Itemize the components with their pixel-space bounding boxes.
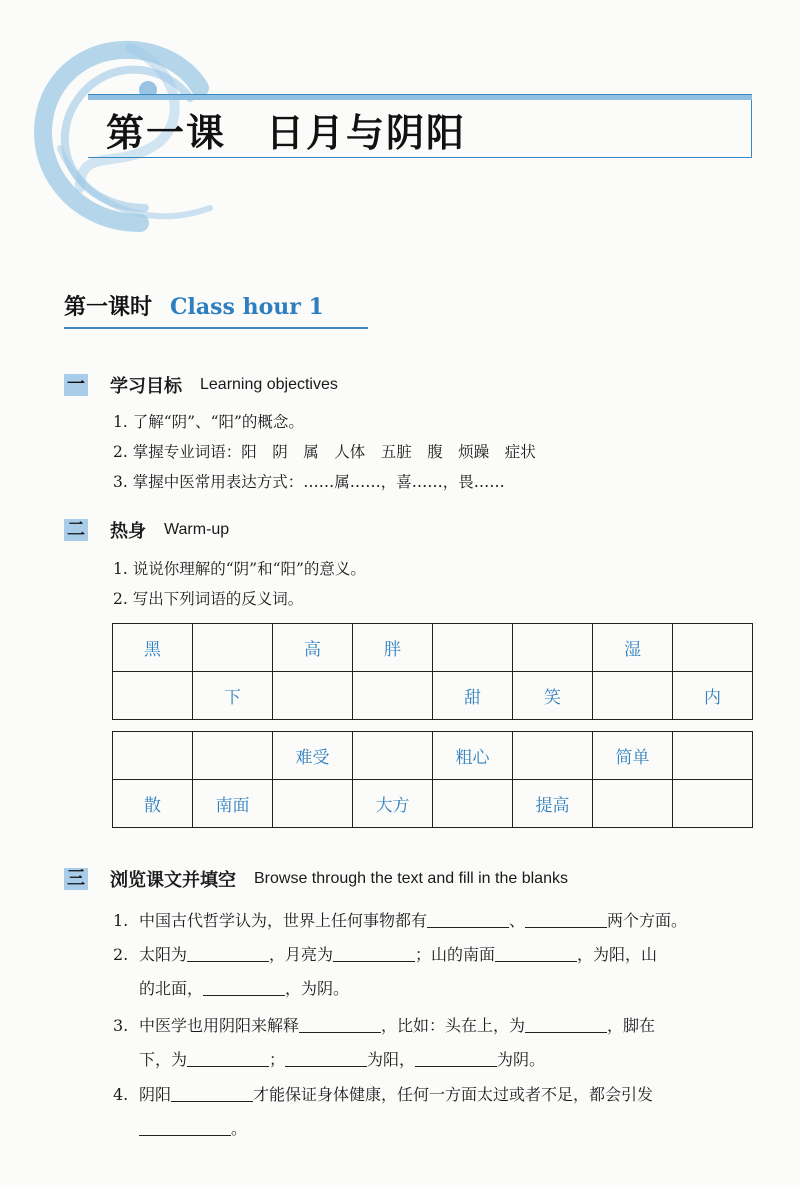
fill-blank-question-1 [113,908,687,931]
warm-up-item: 1. 说说你理解的“阴”和“阳”的意义。 [113,560,366,578]
table-row [113,780,753,828]
objective-item: 2. 掌握专业词语：阳 阴 属 人体 五脏 腹 烦躁 症状 [113,443,536,461]
question-text: 中医学也用阴阳来解释 [139,1016,300,1035]
table-cell[interactable] [353,672,433,720]
section-number: 一 [64,374,88,396]
section-title-en: Browse through the text and fill in the blanks [254,870,568,887]
table-cell[interactable] [673,624,753,672]
answer-blank[interactable] [495,944,577,962]
question-text: 的北面， [139,979,204,998]
objective-item: 1. 了解“阴”、“阳”的概念。 [113,413,304,431]
fill-blank-question-2 [113,942,657,965]
question-number: 2. [113,945,129,964]
class-hour-cn: 第一课时 [64,295,153,320]
question-text: ，比如：头在上，为 [381,1016,526,1035]
fill-blank-question-4 [113,1082,653,1105]
table-cell[interactable] [113,672,193,720]
answer-blank[interactable] [187,944,269,962]
question-text: ； [269,1050,286,1069]
answer-blank[interactable] [415,1049,497,1067]
question-text: ；山的南面 [415,945,496,964]
answer-blank[interactable] [427,910,509,928]
table-cell[interactable]: 大方 [353,780,433,828]
class-hour-underline [64,327,368,329]
question-number: 3. [113,1016,129,1035]
question-text: 。 [231,1119,248,1138]
answer-blank[interactable] [139,1118,231,1136]
fill-blank-question-4-continued [139,1116,247,1139]
question-text: 太阳为 [139,945,188,964]
section-learning-objectives [64,372,338,400]
table-cell[interactable] [193,624,273,672]
answer-blank[interactable] [299,1015,381,1033]
class-hour-heading [64,290,324,321]
table-cell[interactable]: 胖 [353,624,433,672]
table-cell[interactable] [593,780,673,828]
table-cell[interactable]: 甜 [433,672,513,720]
question-text: 中国古代哲学认为，世界上任何事物都有 [139,911,428,930]
answer-blank[interactable] [203,978,285,996]
table-cell[interactable]: 内 [673,672,753,720]
antonym-table-2 [112,731,753,828]
table-cell[interactable]: 提高 [513,780,593,828]
section-title-cn: 学习目标 [110,376,182,397]
question-text: ，为阳，山 [577,945,658,964]
class-hour-en: Class hour 1 [170,294,324,320]
table-cell[interactable]: 散 [113,780,193,828]
table-cell[interactable]: 下 [193,672,273,720]
section-title-cn: 浏览课文并填空 [110,870,236,891]
antonym-table-1 [112,623,753,720]
question-text: ，脚在 [607,1016,656,1035]
question-text: 才能保证身体健康，任何一方面太过或者不足，都会引发 [253,1085,654,1104]
fill-blank-question-3-continued [139,1047,545,1070]
question-text: 为阴。 [497,1050,546,1069]
question-text: ，为阴。 [285,979,350,998]
table-cell[interactable] [433,780,513,828]
table-cell[interactable]: 粗心 [433,732,513,780]
section-number: 二 [64,519,88,541]
table-cell[interactable] [273,672,353,720]
table-cell[interactable]: 笑 [513,672,593,720]
question-text: 为阳， [367,1050,416,1069]
table-cell[interactable] [113,732,193,780]
question-text: 下，为 [139,1050,188,1069]
title-frame-stripe [88,95,752,100]
question-text: 阴阳 [139,1085,172,1104]
table-cell[interactable] [513,624,593,672]
question-text: 、 [509,911,526,930]
table-cell[interactable] [433,624,513,672]
answer-blank[interactable] [525,910,607,928]
answer-blank[interactable] [171,1084,253,1102]
table-cell[interactable]: 高 [273,624,353,672]
table-row [113,732,753,780]
answer-blank[interactable] [285,1049,367,1067]
answer-blank[interactable] [187,1049,269,1067]
table-cell[interactable] [273,780,353,828]
table-row [113,672,753,720]
table-cell[interactable]: 南面 [193,780,273,828]
section-title-en: Learning objectives [200,376,338,393]
section-warm-up [64,517,229,545]
table-cell[interactable] [353,732,433,780]
table-cell[interactable]: 湿 [593,624,673,672]
section-number: 三 [64,868,88,890]
section-browse-and-fill [64,866,568,894]
table-cell[interactable] [513,732,593,780]
section-title-cn: 热身 [110,521,146,542]
fill-blank-question-2-continued [139,976,349,999]
table-cell[interactable]: 黑 [113,624,193,672]
question-number: 4. [113,1085,129,1104]
table-cell[interactable]: 简单 [593,732,673,780]
table-row [113,624,753,672]
objective-item: 3. 掌握中医常用表达方式：……属……，喜……，畏…… [113,473,505,491]
table-cell[interactable] [593,672,673,720]
table-cell[interactable] [193,732,273,780]
fill-blank-question-3 [113,1013,655,1036]
question-text: 两个方面。 [607,911,688,930]
section-title-en: Warm-up [164,521,230,538]
answer-blank[interactable] [525,1015,607,1033]
warm-up-item: 2. 写出下列词语的反义词。 [113,590,304,608]
table-cell[interactable] [673,732,753,780]
answer-blank[interactable] [333,944,415,962]
lesson-title: 第一课 日月与阴阳 [106,111,467,155]
question-text: ，月亮为 [269,945,334,964]
table-cell[interactable]: 难受 [273,732,353,780]
question-number: 1. [113,911,129,930]
table-cell[interactable] [673,780,753,828]
